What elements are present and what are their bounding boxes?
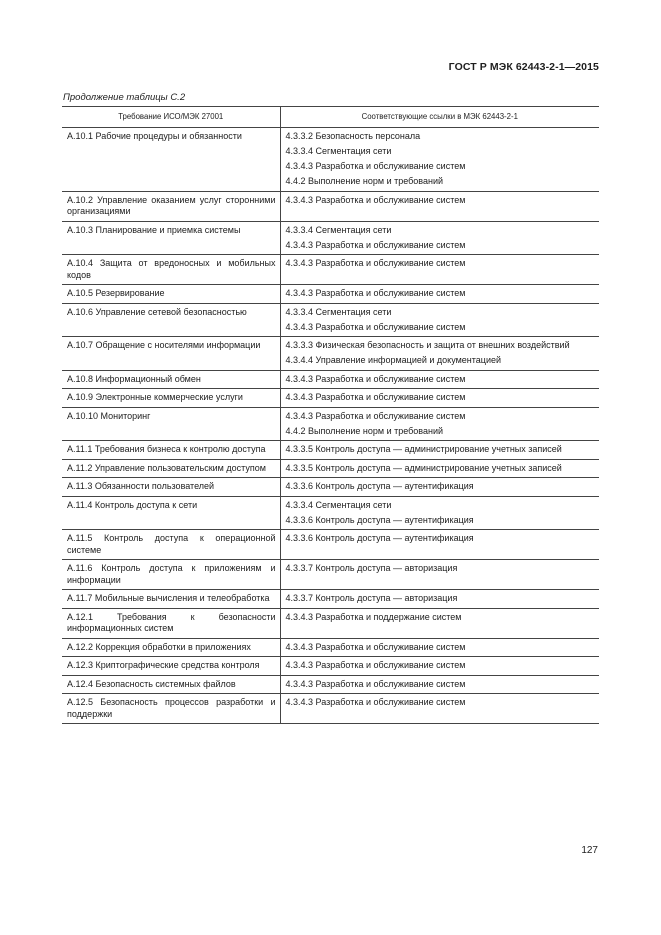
reference-cell (280, 441, 599, 460)
requirement-cell: А.10.4 Защита от вредоносных и мобильных кодов (62, 255, 280, 285)
reference-item: 4.3.4.3 Разработка и обслуживание систем (285, 161, 466, 171)
table-row (62, 638, 599, 657)
table-row (62, 441, 599, 460)
reference-item: 4.3.4.3 Разработка и обслуживание систем (285, 660, 466, 670)
reference-item: 4.3.4.3 Разработка и обслуживание систем (285, 258, 466, 268)
table-row (62, 191, 599, 221)
requirement-cell: А.10.2 Управление оказанием услуг сторонними организациями (62, 191, 280, 221)
reference-cell (280, 657, 599, 676)
table-row (62, 590, 599, 609)
table-row (62, 496, 599, 530)
reference-cell (280, 638, 599, 657)
reference-cell (280, 389, 599, 408)
requirement-cell: А.12.3 Криптографические средства контроля (62, 657, 280, 676)
requirement-cell: А.11.7 Мобильные вычисления и телеобработка (62, 590, 280, 609)
reference-cell (280, 530, 599, 560)
requirement-cell: А.10.9 Электронные коммерческие услуги (62, 389, 280, 408)
page-number: 127 (581, 845, 598, 856)
reference-cell (280, 694, 599, 724)
reference-item: 4.4.2 Выполнение норм и требований (285, 425, 443, 436)
reference-item: 4.3.3.3 Физическая безопасность и защита от внешних воздействий (285, 340, 570, 350)
table-row (62, 657, 599, 676)
reference-cell (280, 128, 599, 192)
table-row (62, 407, 599, 441)
requirement-cell: А.11.1 Требования бизнеса к контролю доступа (62, 441, 280, 460)
table-row (62, 285, 599, 304)
requirement-cell: А.10.8 Информационный обмен (62, 370, 280, 389)
reference-item: 4.3.4.3 Разработка и обслуживание систем (285, 321, 466, 332)
reference-cell (280, 370, 599, 389)
requirement-cell: А.12.1 Требования к безопасности информационных систем (62, 608, 280, 638)
table-row (62, 221, 599, 255)
requirement-cell: А.11.5 Контроль доступа к операционной системе (62, 530, 280, 560)
reference-item: 4.3.3.5 Контроль доступа — администрирование учетных записей (285, 444, 562, 454)
table-row (62, 459, 599, 478)
reference-item: 4.3.4.3 Разработка и обслуживание систем (285, 239, 466, 250)
requirement-cell: А.12.5 Безопасность процессов разработки и поддержки (62, 694, 280, 724)
reference-item: 4.3.3.2 Безопасность персонала (285, 131, 421, 141)
requirement-cell: А.11.4 Контроль доступа к сети (62, 496, 280, 530)
reference-item: 4.3.4.3 Разработка и обслуживание систем (285, 678, 466, 689)
reference-item: 4.3.4.3 Разработка и обслуживание систем (285, 392, 466, 402)
reference-item: 4.3.3.4 Сегментация сети (285, 306, 392, 317)
reference-cell (280, 560, 599, 590)
reference-item: 4.3.4.3 Разработка и обслуживание систем (285, 288, 466, 298)
table-row (62, 560, 599, 590)
reference-item: 4.3.4.3 Разработка и обслуживание систем (285, 697, 466, 707)
table-row (62, 370, 599, 389)
requirement-cell: А.10.5 Резервирование (62, 285, 280, 304)
reference-cell (280, 285, 599, 304)
reference-cell (280, 478, 599, 497)
reference-item: 4.3.4.3 Разработка и поддержание систем (285, 611, 462, 622)
reference-cell (280, 675, 599, 694)
table-row (62, 337, 599, 371)
table-header-row (62, 107, 599, 128)
requirement-cell: А.11.3 Обязанности пользователей (62, 478, 280, 497)
reference-item: 4.3.4.4 Управление информацией и документацией (285, 355, 502, 365)
reference-item: 4.3.3.7 Контроль доступа — авторизация (285, 563, 458, 573)
reference-cell (280, 590, 599, 609)
table-row (62, 608, 599, 638)
reference-cell (280, 608, 599, 638)
requirement-cell: А.10.3 Планирование и приемка системы (62, 221, 280, 255)
table-row (62, 478, 599, 497)
reference-item: 4.3.3.7 Контроль доступа — авторизация (285, 593, 458, 603)
document-code: ГОСТ Р МЭК 62443-2-1—2015 (448, 61, 599, 73)
table-row (62, 303, 599, 337)
requirements-table (62, 106, 599, 724)
table-row (62, 389, 599, 408)
column-header-iec: Соответствующие ссылки в МЭК 62443-2-1 (280, 107, 599, 128)
column-header-iso: Требование ИСО/МЭК 27001 (62, 107, 280, 128)
reference-item: 4.3.3.4 Сегментация сети (285, 224, 392, 235)
reference-item: 4.3.3.5 Контроль доступа — администрирование учетных записей (285, 462, 562, 473)
reference-item: 4.3.3.6 Контроль доступа — аутентификация (285, 514, 474, 525)
requirement-cell: А.11.6 Контроль доступа к приложениям и информации (62, 560, 280, 590)
reference-cell (280, 221, 599, 255)
reference-cell (280, 496, 599, 530)
requirement-cell: А.10.6 Управление сетевой безопасностью (62, 303, 280, 337)
reference-item: 4.3.4.3 Разработка и обслуживание систем (285, 641, 466, 652)
requirement-cell: А.10.1 Рабочие процедуры и обязанности (62, 128, 280, 192)
table-row (62, 694, 599, 724)
table-body (62, 128, 599, 724)
reference-item: 4.3.4.3 Разработка и обслуживание систем (285, 194, 466, 205)
table-row (62, 675, 599, 694)
requirement-cell: А.12.4 Безопасность системных файлов (62, 675, 280, 694)
table-row (62, 255, 599, 285)
table-continuation-caption: Продолжение таблицы С.2 (63, 92, 186, 103)
requirement-cell: А.11.2 Управление пользовательским доступом (62, 459, 280, 478)
reference-item: 4.3.3.4 Сегментация сети (285, 146, 392, 156)
reference-item: 4.3.3.6 Контроль доступа — аутентификация (285, 533, 474, 543)
requirement-cell: А.10.10 Мониторинг (62, 407, 280, 441)
reference-item: 4.3.4.3 Разработка и обслуживание систем (285, 373, 466, 384)
reference-cell (280, 303, 599, 337)
reference-cell (280, 337, 599, 371)
reference-cell (280, 407, 599, 441)
table-row (62, 128, 599, 192)
reference-cell (280, 459, 599, 478)
table-row (62, 530, 599, 560)
reference-item: 4.3.3.4 Сегментация сети (285, 499, 392, 510)
requirement-cell: А.12.2 Коррекция обработки в приложениях (62, 638, 280, 657)
reference-cell (280, 191, 599, 221)
requirement-cell: А.10.7 Обращение с носителями информации (62, 337, 280, 371)
reference-item: 4.4.2 Выполнение норм и требований (285, 176, 443, 186)
reference-item: 4.3.4.3 Разработка и обслуживание систем (285, 410, 466, 421)
reference-item: 4.3.3.6 Контроль доступа — аутентификация (285, 481, 474, 491)
reference-cell (280, 255, 599, 285)
